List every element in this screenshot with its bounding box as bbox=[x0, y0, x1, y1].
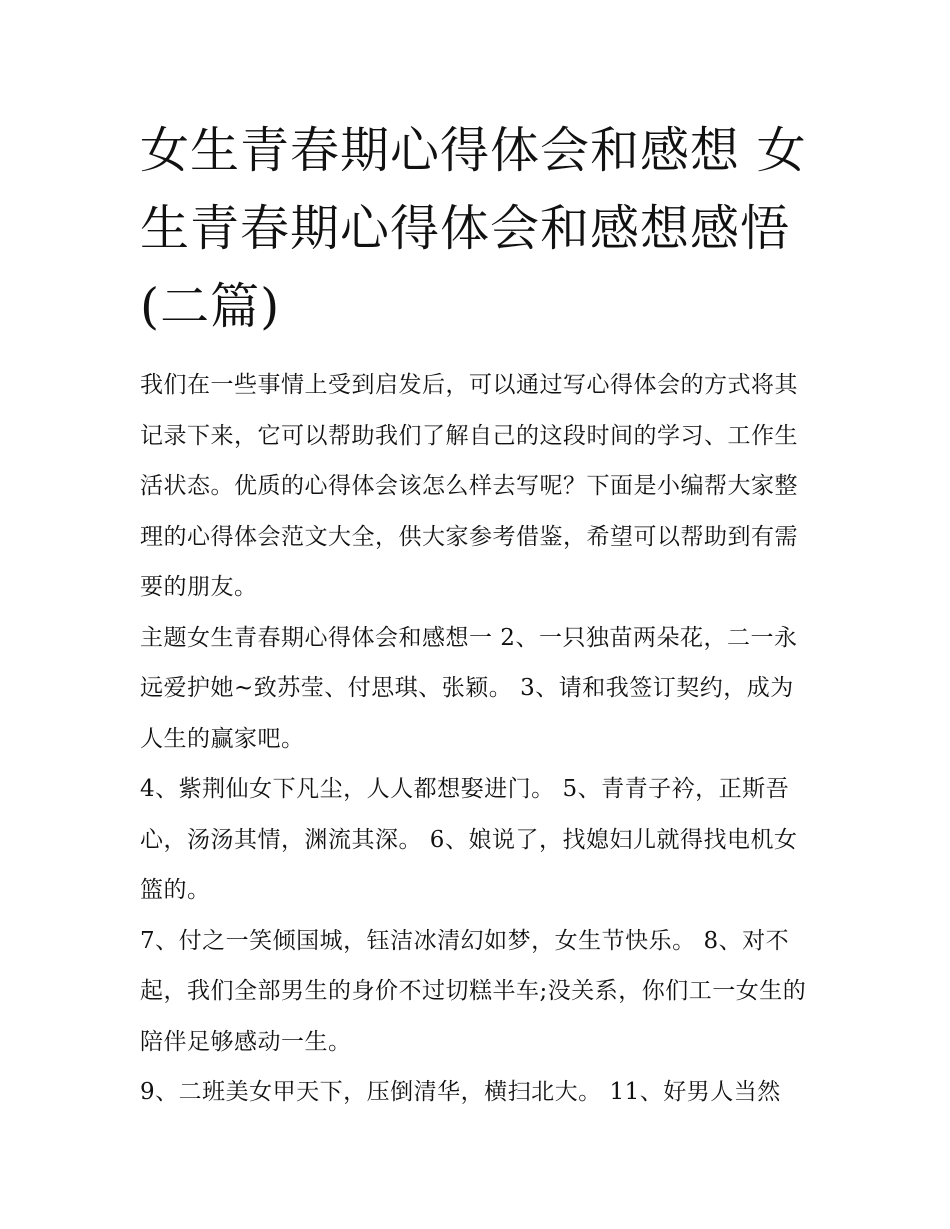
document-content bbox=[140, 112, 815, 1118]
paragraph-items-7-8: 7、付之一笑倾国城，钰洁冰清幻如梦，女生节快乐。 8、对不起，我们全部男生的身价不过切糕半车;没关系，你们工一女生的陪伴足够感动一生。 bbox=[140, 927, 807, 1055]
document-body bbox=[140, 360, 815, 1118]
paragraph-items-9-11: 9、二班美女甲天下，压倒清华，横扫北大。 11、好男人当然 bbox=[140, 1079, 781, 1105]
paragraph-intro: 我们在一些事情上受到启发后，可以通过写心得体会的方式将其记录下来，它可以帮助我们了解自己的这段时间的学习、工作生活状态。优质的心得体会该怎么样去写呢？下面是小编帮大家整理的心得体会范文大全，供大家参考借鉴，希望可以帮助到有需要的朋友。 bbox=[140, 372, 798, 600]
document-title: 女生青春期心得体会和感想 女生青春期心得体会和感想感悟(二篇) bbox=[140, 122, 807, 335]
paragraph-items-4-6: 4、紫荆仙女下凡尘，人人都想娶进门。 5、青青子衿，正斯吾心，汤汤其情，渊流其深。 6、娘说了，找媳妇儿就得找电机女篮的。 bbox=[140, 776, 798, 903]
paragraph-theme-one: 主题女生青春期心得体会和感想一 2、一只独苗两朵花，二一永远爱护她~致苏莹、付思琪、张颖。 3、请和我签订契约，成为人生的赢家吧。 bbox=[140, 624, 798, 752]
